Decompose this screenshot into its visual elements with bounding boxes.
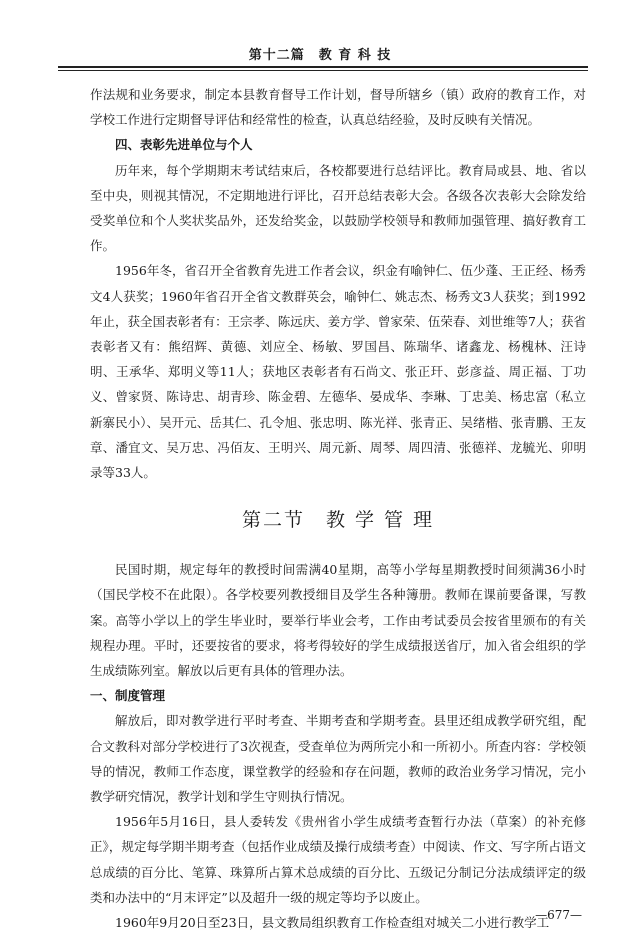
paragraph-1960-inspection: 1960年9月20日至23日，县文教局组织教育工作检查组对城关二小进行教学工	[115, 915, 550, 931]
paragraph-post-liberation: 解放后，即对教学进行平时考查、半期考查和学期考查。县里还组成教学研究组，配合文教科对部分学校进行了3次视查，受查单位为两所完小和一所初小。所查内容：学校领导的情况，教师工作态度，课堂教学的经验和存在问题，教师的政治业务学习情况，完小教学研究情况，教学计划和学生守则执行情况。	[90, 713, 586, 805]
subheading-commendation: 四、表彰先进单位与个人	[115, 137, 253, 153]
subheading-system-management: 一、制度管理	[90, 688, 166, 704]
paragraph-awardees: 1956年冬，省召开全省教育先进工作者会议，织金有喻钟仁、伍少蓬、王正经、杨秀文4人获奖；1960年省召开全省文教群英会，喻钟仁、姚志杰、杨秀文3人获奖；到1992年止，获全国表彰者有：王宗孝、陈远庆、姜方学、曾家荣、伍荣春、刘世维等7人；获省表彰者又有：熊绍辉、黄德、刘应全、杨敏、罗国昌、陈瑞华、诸鑫龙、杨槐林、汪诗明、王承华、郑明义等11人；获地区表彰者有石尚文、张正玕、彭彦益、周正福、丁功义、曾家贤、陈诗忠、胡青珍、陈金碧、左德华、晏成华、李琳、丁忠美、杨忠富（私立新寨民小）、吴开元、岳其仁、孔令旭、张忠明、陈光祥、张青正、吴绪楷、张青鹏、王友章、潘宜文、吴万忠、冯佰友、王明兴、周元新、周琴、周四清、张德祥、龙毓光、卯明录等33人。	[90, 263, 586, 481]
paragraph-republic-era: 民国时期，规定每年的教授时间需满40星期，高等小学每星期教授时间须满36小时（国民学校不在此限）。各学校要列教授细目及学生各种簿册。教师在课前要备课，写教案。高等小学以上的学生毕业时，要举行毕业会考，工作由考试委员会按省里颁布的有关规程办理。平时，还要按省的要求，将考得较好的学生成绩报送省厅，加入省会组织的学生成绩陈列室。解放以后更有具体的管理办法。	[90, 562, 586, 679]
header-rule-thin	[58, 70, 588, 71]
paragraph-continuation: 作法规和业务要求，制定本县教育督导工作计划，督导所辖乡（镇）政府的教育工作，对学校工作进行定期督导评估和经常性的检查，认真总结经验，及时反映有关情况。	[90, 87, 586, 128]
page-number: —677—	[535, 908, 582, 922]
header-rule-thick	[58, 66, 588, 68]
section-title: 第二节 教 学 管 理	[241, 509, 435, 532]
paragraph-1956-regulation: 1956年5月16日，县人委转发《贵州省小学生成绩考查暂行办法（草案）的补充修正》，规定每学期半期考查（包括作业成绩及操行成绩考查）中阅读、作文、写字所占语文总成绩的百分比、笔算、珠算所占算术总成绩的百分比、五级记分制记分法成绩评定的级类和办法中的“月末评定”以及超升一级的规定等均予以废止。	[90, 814, 586, 905]
running-header: 第十二篇 教 育 科 技	[248, 48, 392, 63]
paragraph-commendation-overview: 历年来，每个学期期末考试结束后，各校都要进行总结评比。教育局或县、地、省以至中央，则视其情况，不定期地进行评比，召开总结表彰大会。各级各次表彰大会除发给受奖单位和个人奖状奖品外，还发给奖金，以鼓励学校领导和教师加强管理、搞好教育工作。	[90, 162, 586, 254]
body-text	[90, 82, 586, 935]
